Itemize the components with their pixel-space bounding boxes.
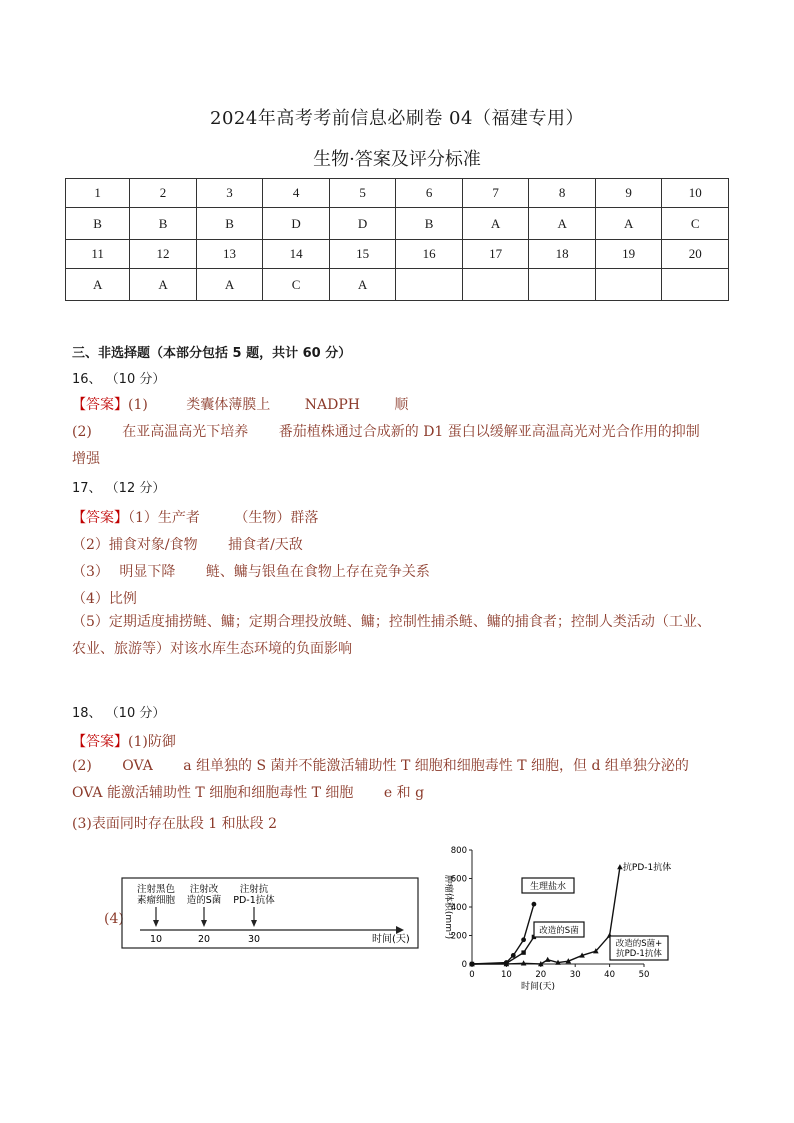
answer-table-row <box>66 179 729 208</box>
q17-number: 17、 （12 分） <box>72 481 166 496</box>
q16-ans: 增强 <box>72 451 100 467</box>
answer-table-cell: B <box>396 208 463 240</box>
q16-ans: 类囊体薄膜上 <box>186 397 271 413</box>
answer-tag: 【答案】 <box>72 510 128 526</box>
timeline-event-label: 素瘤细胞 <box>136 895 176 906</box>
data-point <box>521 950 525 954</box>
answer-table-cell: 12 <box>130 240 197 269</box>
answer-table-cell: 9 <box>595 179 662 208</box>
q18-ans: a 组单独的 S 菌并不能激活辅助性 T 细胞和细胞毒性 T 细胞，但 d 组单独分泌的 OVA 能激活辅助性 T 细胞和细胞毒性 T 细胞 <box>72 758 689 801</box>
answer-table-cell: 6 <box>396 179 463 208</box>
q18-part-label: (1) <box>128 734 148 750</box>
q16-ans: 顺 <box>394 397 409 413</box>
q18-answer-line-2 <box>72 753 722 807</box>
answer-table-cell: 11 <box>66 240 130 269</box>
q18-ans: 防御 <box>147 734 176 750</box>
q18-answer-line-3 <box>72 813 277 833</box>
answer-table-cell: 13 <box>196 240 263 269</box>
q17-ans: 捕食对象/食物 <box>108 537 198 553</box>
answer-table-cell: 16 <box>396 240 463 269</box>
q16-part-label: (2) <box>72 424 92 440</box>
timeline-day-label: 10 <box>149 934 163 945</box>
timeline-event-label: 注射抗 <box>239 884 269 895</box>
answer-table-cell: C <box>662 208 729 240</box>
data-point <box>511 953 516 958</box>
section-heading: 三、非选择题（本部分包括 5 题，共计 60 分） <box>72 346 352 361</box>
injection-timeline-diagram <box>120 870 420 950</box>
x-tick-label: 10 <box>500 970 512 980</box>
data-point <box>521 937 526 942</box>
answer-table-cell: D <box>329 208 396 240</box>
answer-table-cell: A <box>196 269 263 301</box>
x-axis-label: 时间(天) <box>520 982 556 992</box>
answer-table-cell: 8 <box>529 179 596 208</box>
answer-table-cell: 19 <box>595 240 662 269</box>
data-point <box>532 902 537 907</box>
timeline-day-label: 30 <box>247 934 261 945</box>
timeline-event-label: 注射黑色 <box>136 884 176 895</box>
q17-answer-line-5 <box>72 609 722 663</box>
q17-ans: 比例 <box>108 591 137 607</box>
timeline-arrowhead <box>396 926 404 934</box>
annotation-label: 抗PD-1抗体 <box>616 949 662 959</box>
answer-table-cell <box>396 269 463 301</box>
q18-answer-line-1 <box>72 731 176 751</box>
y-tick-label: 200 <box>450 931 467 942</box>
document-subtitle: 生物·答案及评分标准 <box>313 149 481 170</box>
timeline-event-label: PD-1抗体 <box>233 895 275 906</box>
y-tick-label: 800 <box>450 846 467 856</box>
answer-table-row <box>66 208 729 240</box>
q16-ans: 番茄植株通过合成新的 D1 蛋白以缓解亚高温高光对光合作用的抑制 <box>278 424 700 440</box>
answer-table-cell: A <box>529 208 596 240</box>
y-axis-label: 肿瘤体积(mm³) <box>443 874 453 940</box>
q17-answer-line-3 <box>72 561 430 581</box>
timeline-event-arrowhead <box>251 920 257 927</box>
q17-ans: 捕食者/天敌 <box>228 537 303 553</box>
answer-table-cell: 18 <box>529 240 596 269</box>
answer-table <box>65 178 729 301</box>
answer-table-cell: A <box>130 269 197 301</box>
q16-ans: 在亚高温高光下培养 <box>122 424 249 440</box>
answer-table-cell: A <box>595 208 662 240</box>
y-tick-label: 600 <box>450 874 467 885</box>
series-end-label: 抗PD-1抗体 <box>622 863 672 874</box>
x-tick-label: 30 <box>569 970 581 980</box>
answer-table-cell: 20 <box>662 240 729 269</box>
answer-table-cell <box>662 269 729 301</box>
q17-answer-line-2 <box>72 534 303 554</box>
q16-part-label: (1) <box>128 397 148 413</box>
timeline-axis-label: 时间(天) <box>372 934 410 945</box>
q17-ans: 鲢、鳙与银鱼在食物上存在竞争关系 <box>205 564 430 580</box>
q18-part-label: (2) <box>72 758 92 774</box>
answer-table-cell: 1 <box>66 179 130 208</box>
answer-table-cell: 3 <box>196 179 263 208</box>
q16-number: 16、 （10 分） <box>72 372 166 387</box>
timeline-event-label: 注射改 <box>189 884 219 895</box>
q16-answer-line-3 <box>72 448 100 468</box>
timeline-event-arrowhead <box>201 920 207 927</box>
answer-table-row <box>66 269 729 301</box>
x-tick-label: 0 <box>469 970 475 980</box>
q17-answer-line-4 <box>72 588 137 608</box>
y-tick-label: 400 <box>450 903 467 913</box>
answer-table-cell: 5 <box>329 179 396 208</box>
q17-part-label: （3） <box>72 564 109 580</box>
x-tick-label: 20 <box>535 970 547 980</box>
answer-tag: 【答案】 <box>72 397 128 413</box>
q17-part-label: （5） <box>72 614 109 630</box>
q18-part-label: (3) <box>72 816 92 832</box>
annotation-label: 改造的S菌+ <box>615 939 663 949</box>
answer-table-cell: C <box>263 269 330 301</box>
q17-part-label: （2） <box>72 537 109 553</box>
tumor-volume-chart <box>432 838 692 998</box>
answer-table-row <box>66 240 729 269</box>
answer-table-cell: 4 <box>263 179 330 208</box>
answer-table-cell: B <box>130 208 197 240</box>
answer-tag: 【答案】 <box>72 734 128 750</box>
q18-ans: e 和 g <box>383 785 425 801</box>
q16-answer-line-2 <box>72 421 700 441</box>
q18-number: 18、 （10 分） <box>72 706 166 721</box>
x-tick-label: 40 <box>604 970 616 980</box>
answer-table-cell: 14 <box>263 240 330 269</box>
annotation-label: 生理盐水 <box>529 882 567 892</box>
answer-table-cell: A <box>462 208 529 240</box>
q16-answer-line-1 <box>72 394 408 414</box>
answer-table-cell: 17 <box>462 240 529 269</box>
answer-table-cell: A <box>66 269 130 301</box>
answer-table-cell: A <box>329 269 396 301</box>
answer-table-cell: 7 <box>462 179 529 208</box>
answer-table-cell: 10 <box>662 179 729 208</box>
q18-ans: OVA <box>122 758 153 774</box>
answer-table-cell: D <box>263 208 330 240</box>
timeline-day-label: 20 <box>197 934 211 945</box>
answer-table-cell: B <box>196 208 263 240</box>
timeline-event-arrowhead <box>153 920 159 927</box>
annotation-label: 改造的S菌 <box>539 926 579 936</box>
data-point <box>545 957 551 962</box>
q17-ans: 定期适度捕捞鲢、鳙；定期合理投放鲢、鳙；控制性捕杀鲢、鳙的捕食者；控制人类活动（工业、农业、旅游等）对该水库生态环境的负面影响 <box>72 614 711 657</box>
q18-ans: 表面同时存在肽段 1 和肽段 2 <box>91 816 278 832</box>
answer-table-cell: 2 <box>130 179 197 208</box>
answer-table-cell: 15 <box>329 240 396 269</box>
q17-ans: （生物）群落 <box>234 510 319 526</box>
q17-part-label: （4） <box>72 591 109 607</box>
q17-ans: 生产者 <box>157 510 200 526</box>
answer-table-cell <box>595 269 662 301</box>
y-tick-label: 0 <box>461 960 467 970</box>
answer-table-cell: B <box>66 208 130 240</box>
q17-answer-line-1 <box>72 507 318 527</box>
series-line <box>472 904 534 964</box>
q17-ans: 明显下降 <box>119 564 176 580</box>
timeline-event-label: 造的S菌 <box>186 895 222 906</box>
document-title: 2024年高考考前信息必刷卷 04（福建专用） <box>210 108 584 129</box>
q18-part-label: (4) <box>104 911 124 927</box>
answer-table-cell <box>462 269 529 301</box>
answer-table-cell <box>529 269 596 301</box>
q16-ans: NADPH <box>304 397 360 413</box>
x-tick-label: 50 <box>638 970 650 980</box>
data-point <box>617 864 623 869</box>
q17-part-label: （1） <box>128 510 158 526</box>
